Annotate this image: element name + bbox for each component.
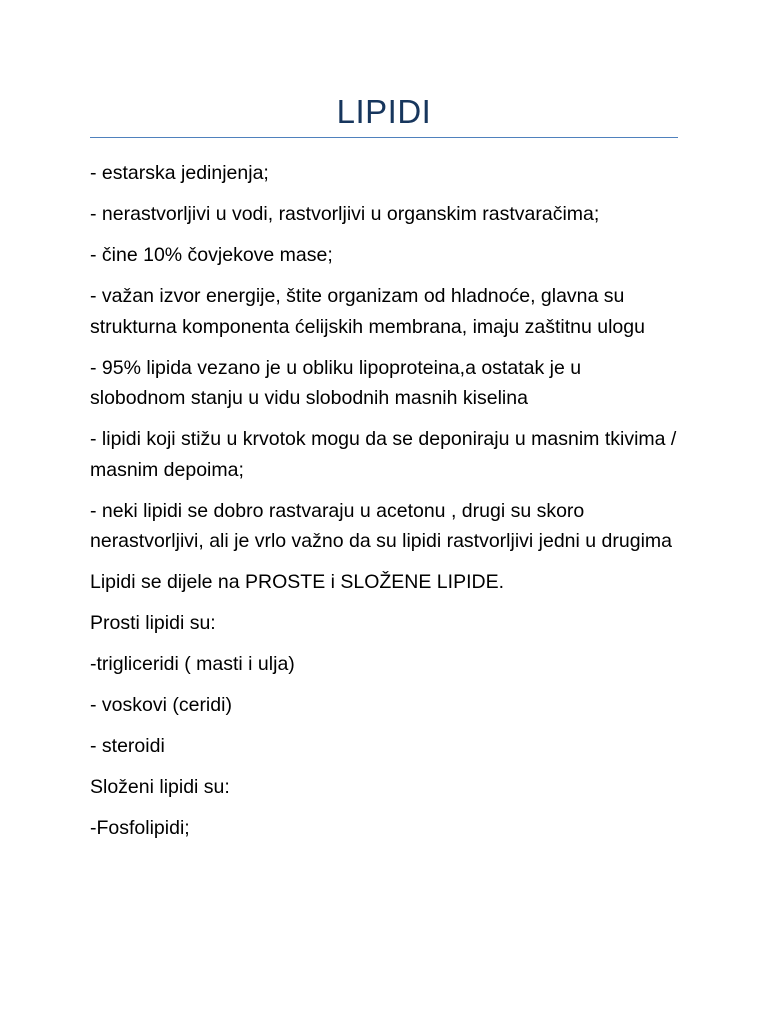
paragraph-functions: - važan izvor energije, štite organizam od hladnoće, glavna su strukturna komponenta ćelijskih membrana, imaju zaštitnu ulogu xyxy=(90,285,645,338)
list-item-triglycerides: -trigliceridi ( masti i ulja) xyxy=(90,653,295,675)
paragraph-deposits: - lipidi koji stižu u krvotok mogu da se deponiraju u masnim tkivima / masnim depoima; xyxy=(90,428,677,481)
document-body xyxy=(90,158,680,854)
paragraph-esters: - estarska jedinjenja; xyxy=(90,162,269,184)
paragraph-lipoproteins: - 95% lipida vezano je u obliku lipoproteina,a ostatak je u slobodnom stanju u vidu slobodnih masnih kiselina xyxy=(90,356,582,409)
title-underline xyxy=(90,137,678,138)
list-item-waxes: - voskovi (ceridi) xyxy=(90,694,232,716)
heading-simple-lipids: Prosti lipidi su: xyxy=(90,612,216,634)
document-title: LIPIDI xyxy=(336,93,432,130)
heading-complex-lipids: Složeni lipidi su: xyxy=(90,776,230,798)
paragraph-classification: Lipidi se dijele na PROSTE i SLOŽENE LIPIDE. xyxy=(90,571,505,593)
list-item-steroids: - steroidi xyxy=(90,735,165,757)
paragraph-acetone: - neki lipidi se dobro rastvaraju u acetonu , drugi su skoro nerastvorljivi, ali je vrlo važno da su lipidi rastvorljivi jedni u drugima xyxy=(90,499,672,552)
paragraph-solubility: - nerastvorljivi u vodi, rastvorljivi u organskim rastvaračima; xyxy=(90,203,600,225)
list-item-phospholipids: -Fosfolipidi; xyxy=(90,817,190,839)
paragraph-body-mass: - čine 10% čovjekove mase; xyxy=(90,244,333,266)
